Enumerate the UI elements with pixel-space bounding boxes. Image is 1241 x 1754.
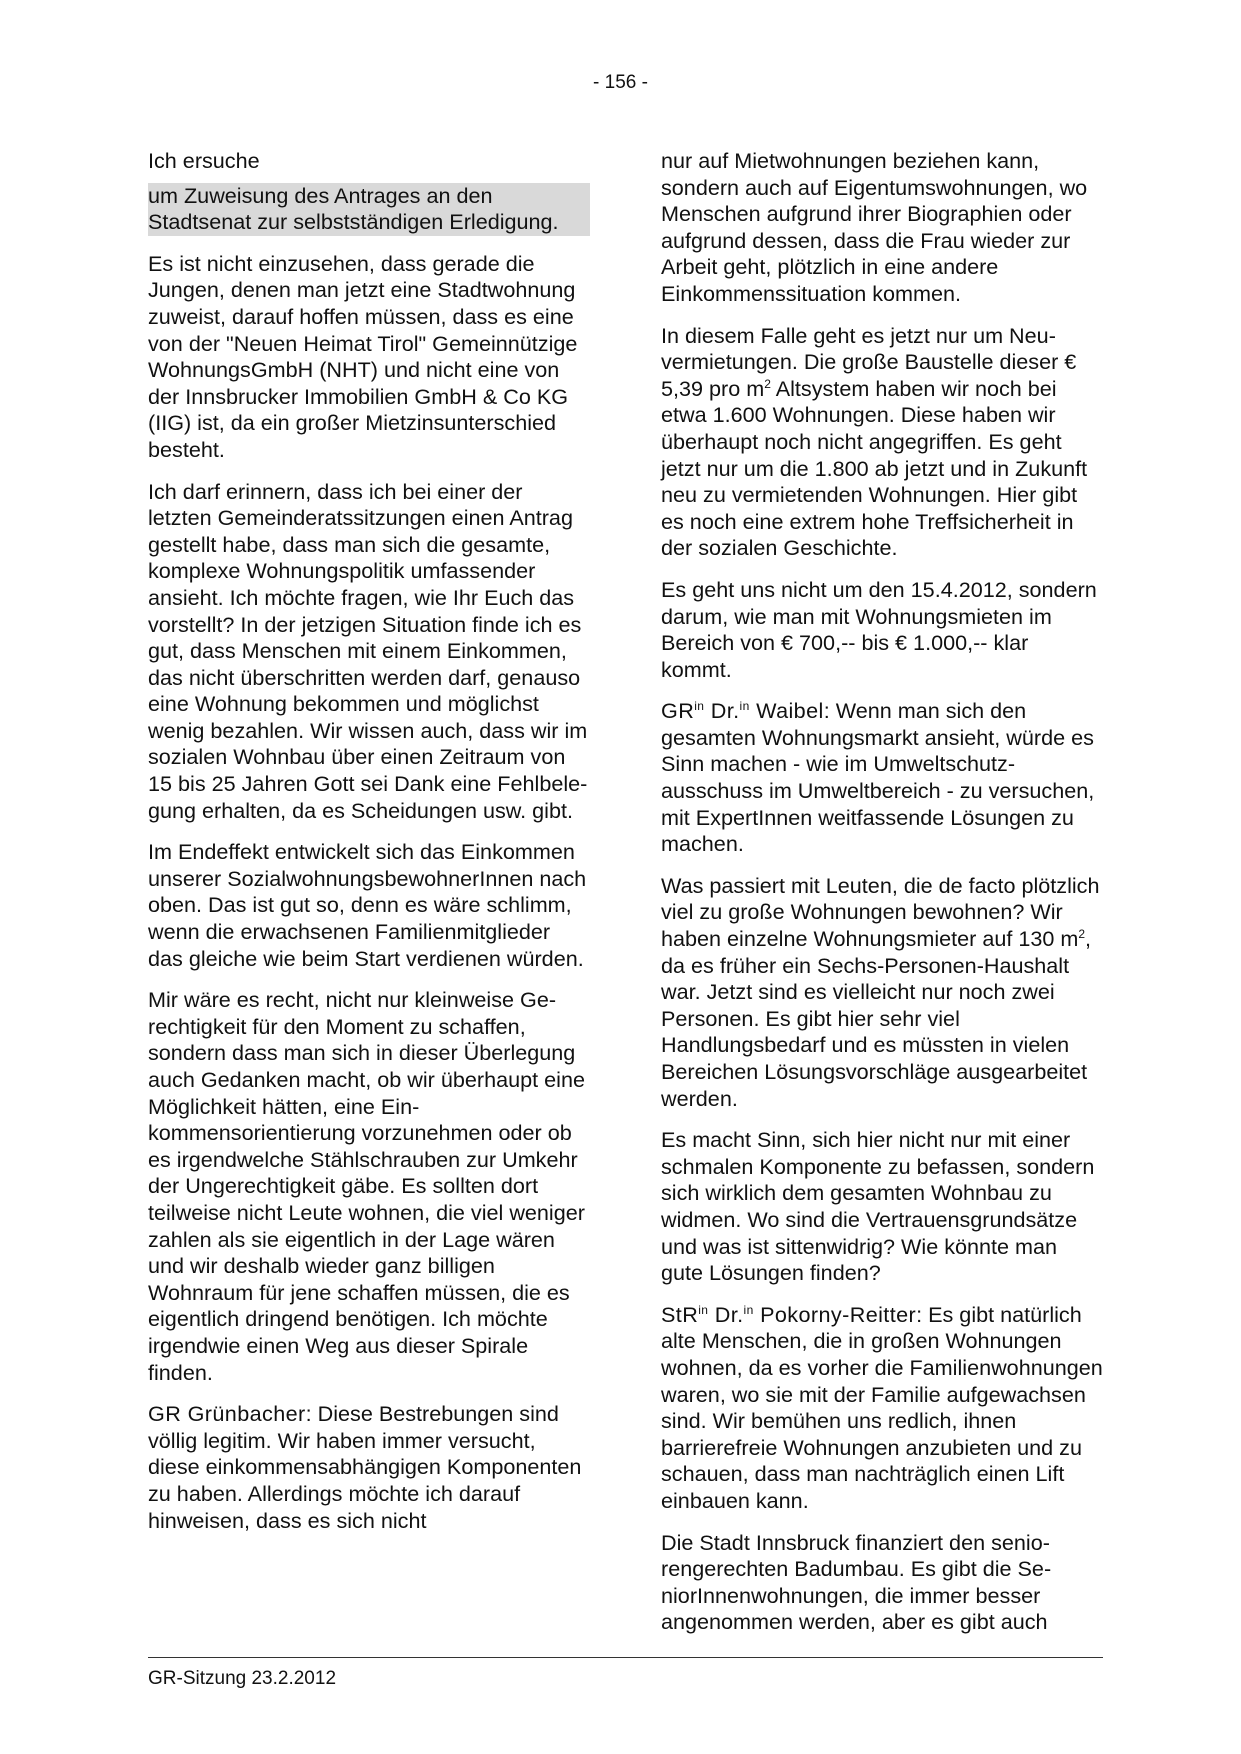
paragraph: Ich darf erinnern, dass ich bei einer der letzten Gemeinderatssitzungen einen Antrag gestellt habe, dass man sich die gesamte, komplexe Wohnungspolitik umfassender ansieht. Ich möchte fragen, wie Ihr Euch das vorstellt? In der jetzigen Situation finde ich es gut, dass Menschen mit einem Einkommen, das nicht überschritten werden darf, genauso eine Wohnung bekommen und möglichst wenig bezahlen. Wir wissen auch, dass wir im sozialen Wohnbau über einen Zeitraum von 15 bis 25 Jahren Gott sei Dank eine Fehlbelegung erhalten, da es Scheidungen usw. gibt. <box>148 478 588 823</box>
speech-text: : Wenn man sich den gesamten Wohnungsmarkt ansieht, würde es Sinn machen - wie im Umweltschutzausschuss im Umweltbereich - zu versuchen, mit ExpertInnen weitfassende Lösungen zu machen. <box>661 698 1095 857</box>
superscript: in <box>739 699 750 714</box>
superscript: in <box>743 1302 754 1317</box>
speaker-surname: Waibel <box>749 698 824 724</box>
text-run: Altsystem haben wir noch bei etwa 1.600 Wohnungen. Diese haben wir überhaupt noch nicht angegriffen. Es geht jetzt nur um die 1.800 ab jetzt und in Zukunft neu zu vermietenden Wohnungen. Hier gibt es noch eine extrem hohe Treffsicherheit in der sozialen Geschichte. <box>661 375 1088 561</box>
paragraph: nur auf Mietwohnungen beziehen kann, sondern auch auf Eigentumswohnungen, wo Menschen aufgrund ihrer Biographien oder aufgrund dessen, dass die Frau wieder zur Arbeit geht, plötzlich in eine andere Einkommenssituation kommen. <box>661 148 1088 306</box>
speaker-title: GR <box>661 698 695 724</box>
request-highlight: um Zuweisung des Antrages an den Stadtsenat zur selbstständigen Erledigung. <box>148 183 590 236</box>
text-run: Was passiert mit Leuten, die de facto plötzlich viel zu große Wohnungen bewohnen? Wir haben einzelne Wohnungsmieter auf 130 m <box>661 872 1100 952</box>
speech-text: : Es gibt natürlich alte Menschen, die in großen Wohnungen wohnen, da es vorher die Familienwohnungen waren, wo sie mit der Familie aufgewachsen sind. Wir bemühen uns redlich, ihnen barrierefreie Wohnungen anzubieten und zu schauen, dass man nachträglich einen Lift einbauen kann. <box>661 1301 1103 1513</box>
paragraph: Es macht Sinn, sich hier nicht nur mit einer schmalen Komponente zu befassen, sondern sich wirklich dem gesamten Wohnbau zu widmen. Wo sind die Vertrauensgrundsätze und was ist sittenwidrig? Wie könnte man gute Lösungen finden? <box>661 1127 1095 1286</box>
speaker-title: StR <box>661 1301 699 1327</box>
speaker-paragraph <box>661 1302 1103 1515</box>
speaker-paragraph <box>148 1401 590 1534</box>
request-intro: Ich ersuche <box>148 148 260 173</box>
speaker-paragraph <box>661 698 1103 858</box>
paragraph: Es geht uns nicht um den 15.4.2012, sondern darum, wie man mit Wohnungsmieten im Bereich von € 700,-- bis € 1.000,-- klar kommt. <box>661 576 1097 682</box>
paragraph: Im Endeffekt entwickelt sich das Einkommen unserer SozialwohnungsbewohnerInnen nach oben. Das ist gut so, denn es wäre schlimm, wenn die erwachsenen Familienmitglieder das gleiche wie beim Start verdienen würden. <box>148 839 587 971</box>
superscript: in <box>698 1302 709 1317</box>
page-number: - 156 - <box>593 72 648 93</box>
superscript: 2 <box>1078 926 1086 941</box>
paragraph: Mir wäre es recht, nicht nur kleinweise Gerechtigkeit für den Moment zu schaffen, sondern dass man sich in dieser Überlegung auch Gedanken macht, ob wir überhaupt eine Möglichkeit hätten, eine Einkommensorientierung vorzunehmen oder ob es irgendwelche Stählschrauben zur Umkehr der Ungerechtigkeit gäbe. Es sollten dort teilweise nicht Leute wohnen, die viel weniger zahlen als sie eigentlich in der Lage wären und wir deshalb wieder ganz billigen Wohnraum für jene schaffen müssen, die es eigentlich dringend benötigen. Ich möchte irgendwie einen Weg aus dieser Spirale finden. <box>148 987 585 1385</box>
superscript: 2 <box>764 376 771 391</box>
left-column <box>148 148 590 1549</box>
speaker-name <box>661 1302 916 1327</box>
paragraph: Es ist nicht einzusehen, dass gerade die Jungen, denen man jetzt eine Stadtwohnung zuweist, darauf hoffen müssen, dass es eine von der "Neuen Heimat Tirol" Gemeinnützige WohnungsGmbH (NHT) und nicht eine von der Innsbrucker Immobilien GmbH & Co KG (IIG) ist, da ein großer Mietzinsunterschied besteht. <box>148 250 578 462</box>
footer-text: GR-Sitzung 23.2.2012 <box>148 1668 337 1689</box>
superscript: in <box>694 699 705 714</box>
text-run: In diesem Falle geht es jetzt nur um Neuvermietungen. Die große Baustelle dieser € 5,39 pro m <box>661 322 1077 401</box>
speaker-name <box>661 698 824 723</box>
speech-text: : Diese Bestrebungen sind völlig legitim. Wir haben immer versucht, diese einkommensabhängigen Komponenten zu haben. Allerdings möchte ich darauf hinweisen, dass es sich nicht <box>148 1401 582 1533</box>
text-run: , da es früher ein Sechs-Personen-Haushalt war. Jetzt sind es vielleicht nur noch zwei Personen. Es gibt hier sehr viel Handlungsbedarf und es müssten in vielen Bereichen Lösungsvorschläge ausgearbeitet werden. <box>661 926 1092 1111</box>
paragraph <box>661 323 1103 562</box>
paragraph <box>661 873 1103 1112</box>
right-column <box>661 148 1103 1651</box>
paragraph: Die Stadt Innsbruck finanziert den seniorengerechten Badumbau. Es gibt die SeniorInnenwohnungen, die immer besser angenommen werden, aber es gibt auch <box>661 1529 1052 1635</box>
speaker-title: Dr. <box>704 698 740 724</box>
speaker-name: GR Grünbacher <box>148 1401 306 1427</box>
speaker-surname: Pokorny-Reitter <box>753 1301 917 1327</box>
speaker-title: Dr. <box>708 1301 744 1327</box>
footer-rule <box>148 1657 1103 1658</box>
